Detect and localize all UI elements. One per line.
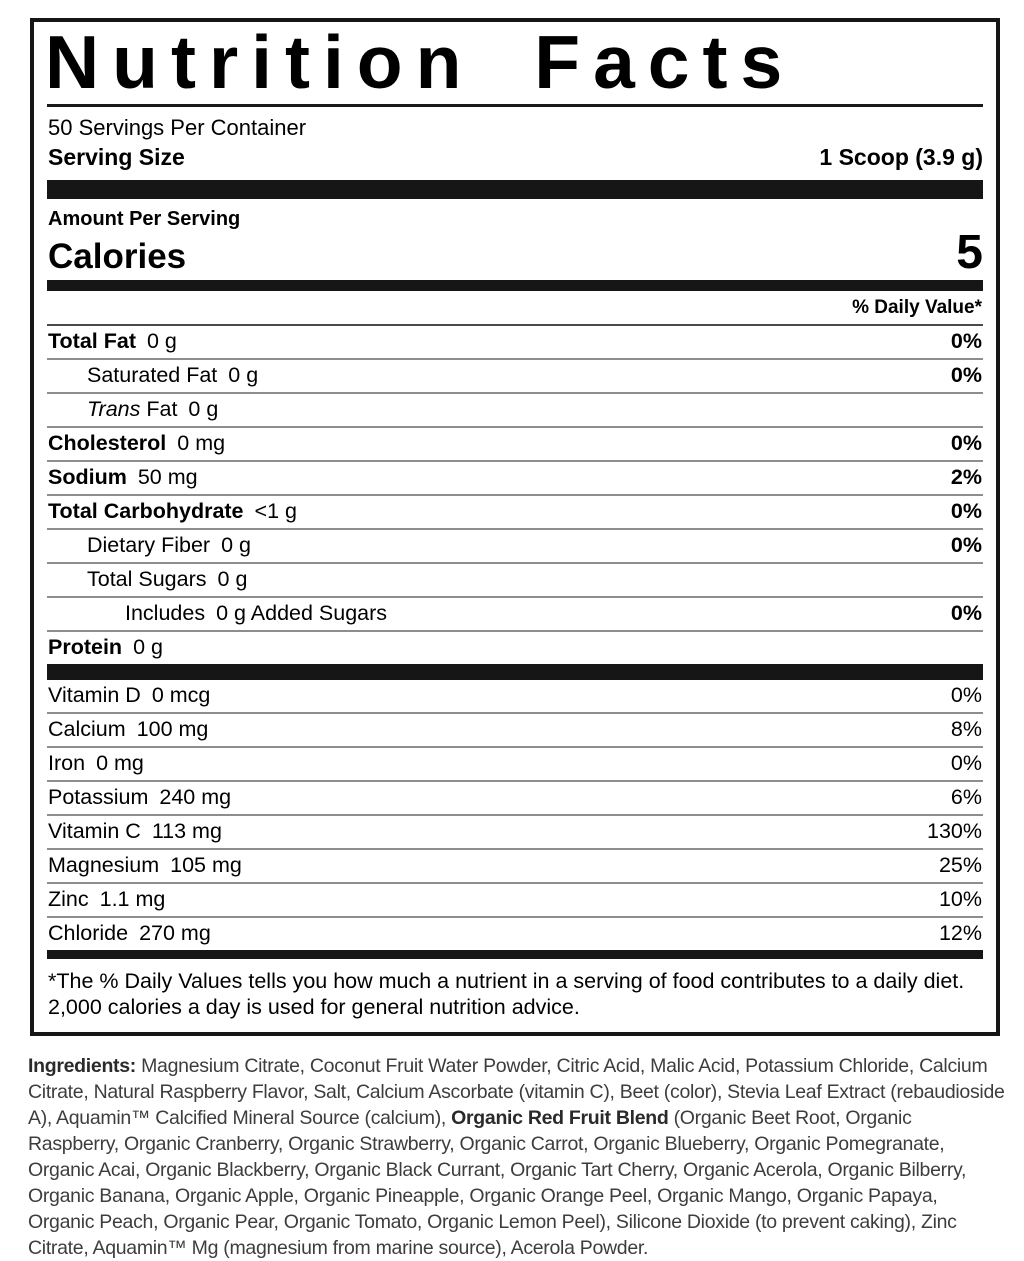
nutrition-facts-label	[30, 18, 1000, 1036]
nutrient-name: Includes	[125, 600, 206, 625]
amount-per-serving-label: Amount Per Serving	[48, 207, 241, 230]
nutrient-name: Saturated Fat	[87, 362, 218, 387]
nutrient-daily-value: 0%	[950, 498, 982, 523]
ingredients-label: Ingredients:	[28, 1054, 136, 1077]
vitamin-row	[47, 848, 983, 882]
nutrient-name: Trans Fat	[87, 396, 178, 421]
nutrient-amount: <1 g	[254, 498, 297, 523]
nutrient-daily-value: 0%	[950, 328, 982, 353]
nutrient-name: Sodium	[48, 464, 127, 489]
nutrient-row	[47, 562, 983, 596]
nutrient-amount: 1.1 mg	[99, 886, 166, 911]
nutrient-name: Potassium	[48, 784, 149, 809]
vitamin-row	[47, 680, 983, 712]
nutrient-amount: 0 g	[217, 566, 248, 591]
nutrient-amount: 50 mg	[137, 464, 198, 489]
nutrient-name: Chloride	[48, 920, 129, 945]
ingredients-part2: (Organic Beet Root, Organic Raspberry, Organic Cranberry, Organic Strawberry, Organic Carrot, Organic Blueberry, Organic Pomegranate, Organic Acai, Organic Blackberry, Organic Black Currant, Organic Tart Cherry, Organic Acerola, Organic Bilberry, Organic Banana, Organic Apple, Organic Pineapple, Organic Orange Peel, Organic Mango, Organic Papaya, Organic Peach, Organic Pear, Organic Tomato, Organic Lemon Peel), Silicone Dioxide (to prevent caking), Zinc Citrate, Aquamin™ Mg (magnesium from marine source), Acerola Powder.	[28, 1106, 967, 1259]
nutrient-name: Vitamin D	[48, 682, 141, 707]
nutrient-amount: 0 g	[133, 634, 163, 659]
nutrient-name: Iron	[48, 750, 86, 775]
label-title: Nutrition Facts	[45, 20, 796, 104]
nutrient-amount: 0 g	[188, 396, 219, 421]
nutrient-row	[47, 528, 983, 562]
thick-divider-bar	[47, 180, 983, 199]
medium-divider-bar	[47, 280, 983, 291]
nutrient-row	[47, 494, 983, 528]
nutrient-name: Magnesium	[48, 852, 160, 877]
nutrient-daily-value: 130%	[927, 818, 982, 843]
nutrient-amount: 270 mg	[139, 920, 211, 945]
nutrient-daily-value: 0%	[950, 430, 982, 455]
nutrient-amount: 0 g	[146, 328, 177, 353]
nutrient-amount: 100 mg	[136, 716, 209, 741]
nutrient-row	[47, 630, 983, 664]
vitamin-row	[47, 916, 983, 950]
nutrient-daily-value: 2%	[950, 464, 982, 489]
daily-value-footnote: *The % Daily Values tells you how much a nutrient in a serving of food contributes to a daily diet. 2,000 calories a day is used for general nutrition advice.	[48, 968, 965, 1019]
vitamin-row	[47, 882, 983, 916]
nutrient-amount: 0 g Added Sugars	[216, 600, 388, 625]
nutrient-amount: 0 mcg	[151, 682, 211, 707]
nutrient-name: Dietary Fiber	[87, 532, 211, 557]
nutrient-amount: 0 g	[228, 362, 259, 387]
ingredients-part1: Magnesium Citrate, Coconut Fruit Water Powder, Citric Acid, Malic Acid, Potassium Chloride, Calcium Citrate, Natural Raspberry Flavor, Salt, Calcium Ascorbate (vitamin C), Beet (color), Stevia Leaf Extract (rebaudioside A), Aquamin™ Calcified Mineral Source (calcium),	[28, 1054, 1005, 1129]
nutrient-name: Vitamin C	[48, 818, 141, 843]
nutrient-name: Zinc	[48, 886, 89, 911]
nutrient-name: Total Carbohydrate	[48, 498, 244, 523]
calories-value: 5	[956, 225, 983, 279]
nutrient-name: Total Fat	[48, 328, 136, 353]
nutrient-daily-value: 25%	[938, 852, 982, 877]
nutrient-row	[47, 426, 983, 460]
nutrient-rows	[47, 324, 983, 664]
daily-value-header: % Daily Value*	[852, 296, 982, 318]
nutrient-row	[47, 460, 983, 494]
nutrient-daily-value: 0%	[950, 750, 982, 775]
vitamin-row	[47, 712, 983, 746]
nutrient-amount: 0 mg	[177, 430, 226, 455]
nutrient-name: Cholesterol	[48, 430, 167, 455]
ingredients-paragraph	[28, 1053, 1006, 1261]
servings-per-container: 50 Servings Per Container	[48, 114, 307, 140]
nutrient-amount: 0 mg	[96, 750, 144, 775]
nutrient-amount: 105 mg	[170, 852, 242, 877]
vitamin-row	[47, 780, 983, 814]
vitamin-rows	[47, 680, 983, 950]
serving-size-label: Serving Size	[48, 143, 185, 170]
vitamin-row	[47, 814, 983, 848]
nutrient-daily-value: 0%	[950, 532, 982, 557]
nutrient-name: Total Sugars	[87, 566, 207, 591]
serving-size-row	[48, 144, 983, 171]
nutrient-row	[47, 324, 983, 358]
serving-size-value: 1 Scoop (3.9 g)	[819, 143, 983, 170]
nutrient-amount: 0 g	[221, 532, 251, 557]
nutrient-row	[47, 596, 983, 630]
nutrient-amount: 240 mg	[159, 784, 232, 809]
nutrient-amount: 113 mg	[151, 818, 222, 843]
nutrient-name: Calcium	[48, 716, 126, 741]
calories-row	[48, 225, 983, 279]
vitamin-row	[47, 746, 983, 780]
nutrient-daily-value: 6%	[950, 784, 982, 809]
nutrient-daily-value: 12%	[938, 920, 982, 945]
nutrient-row	[47, 358, 983, 392]
nutrient-daily-value: 10%	[938, 886, 982, 911]
nutrient-daily-value: 0%	[950, 600, 982, 625]
nutrient-row	[47, 392, 983, 426]
nutrient-daily-value: 0%	[950, 362, 982, 387]
nutrient-daily-value: 8%	[950, 716, 982, 741]
thick-divider-bar	[47, 664, 983, 680]
nutrient-daily-value: 0%	[950, 682, 982, 707]
ingredients-blend-name: Organic Red Fruit Blend	[451, 1106, 669, 1129]
nutrient-name: Protein	[48, 634, 123, 659]
calories-label: Calories	[48, 236, 187, 276]
thin-divider-bar	[47, 950, 983, 959]
